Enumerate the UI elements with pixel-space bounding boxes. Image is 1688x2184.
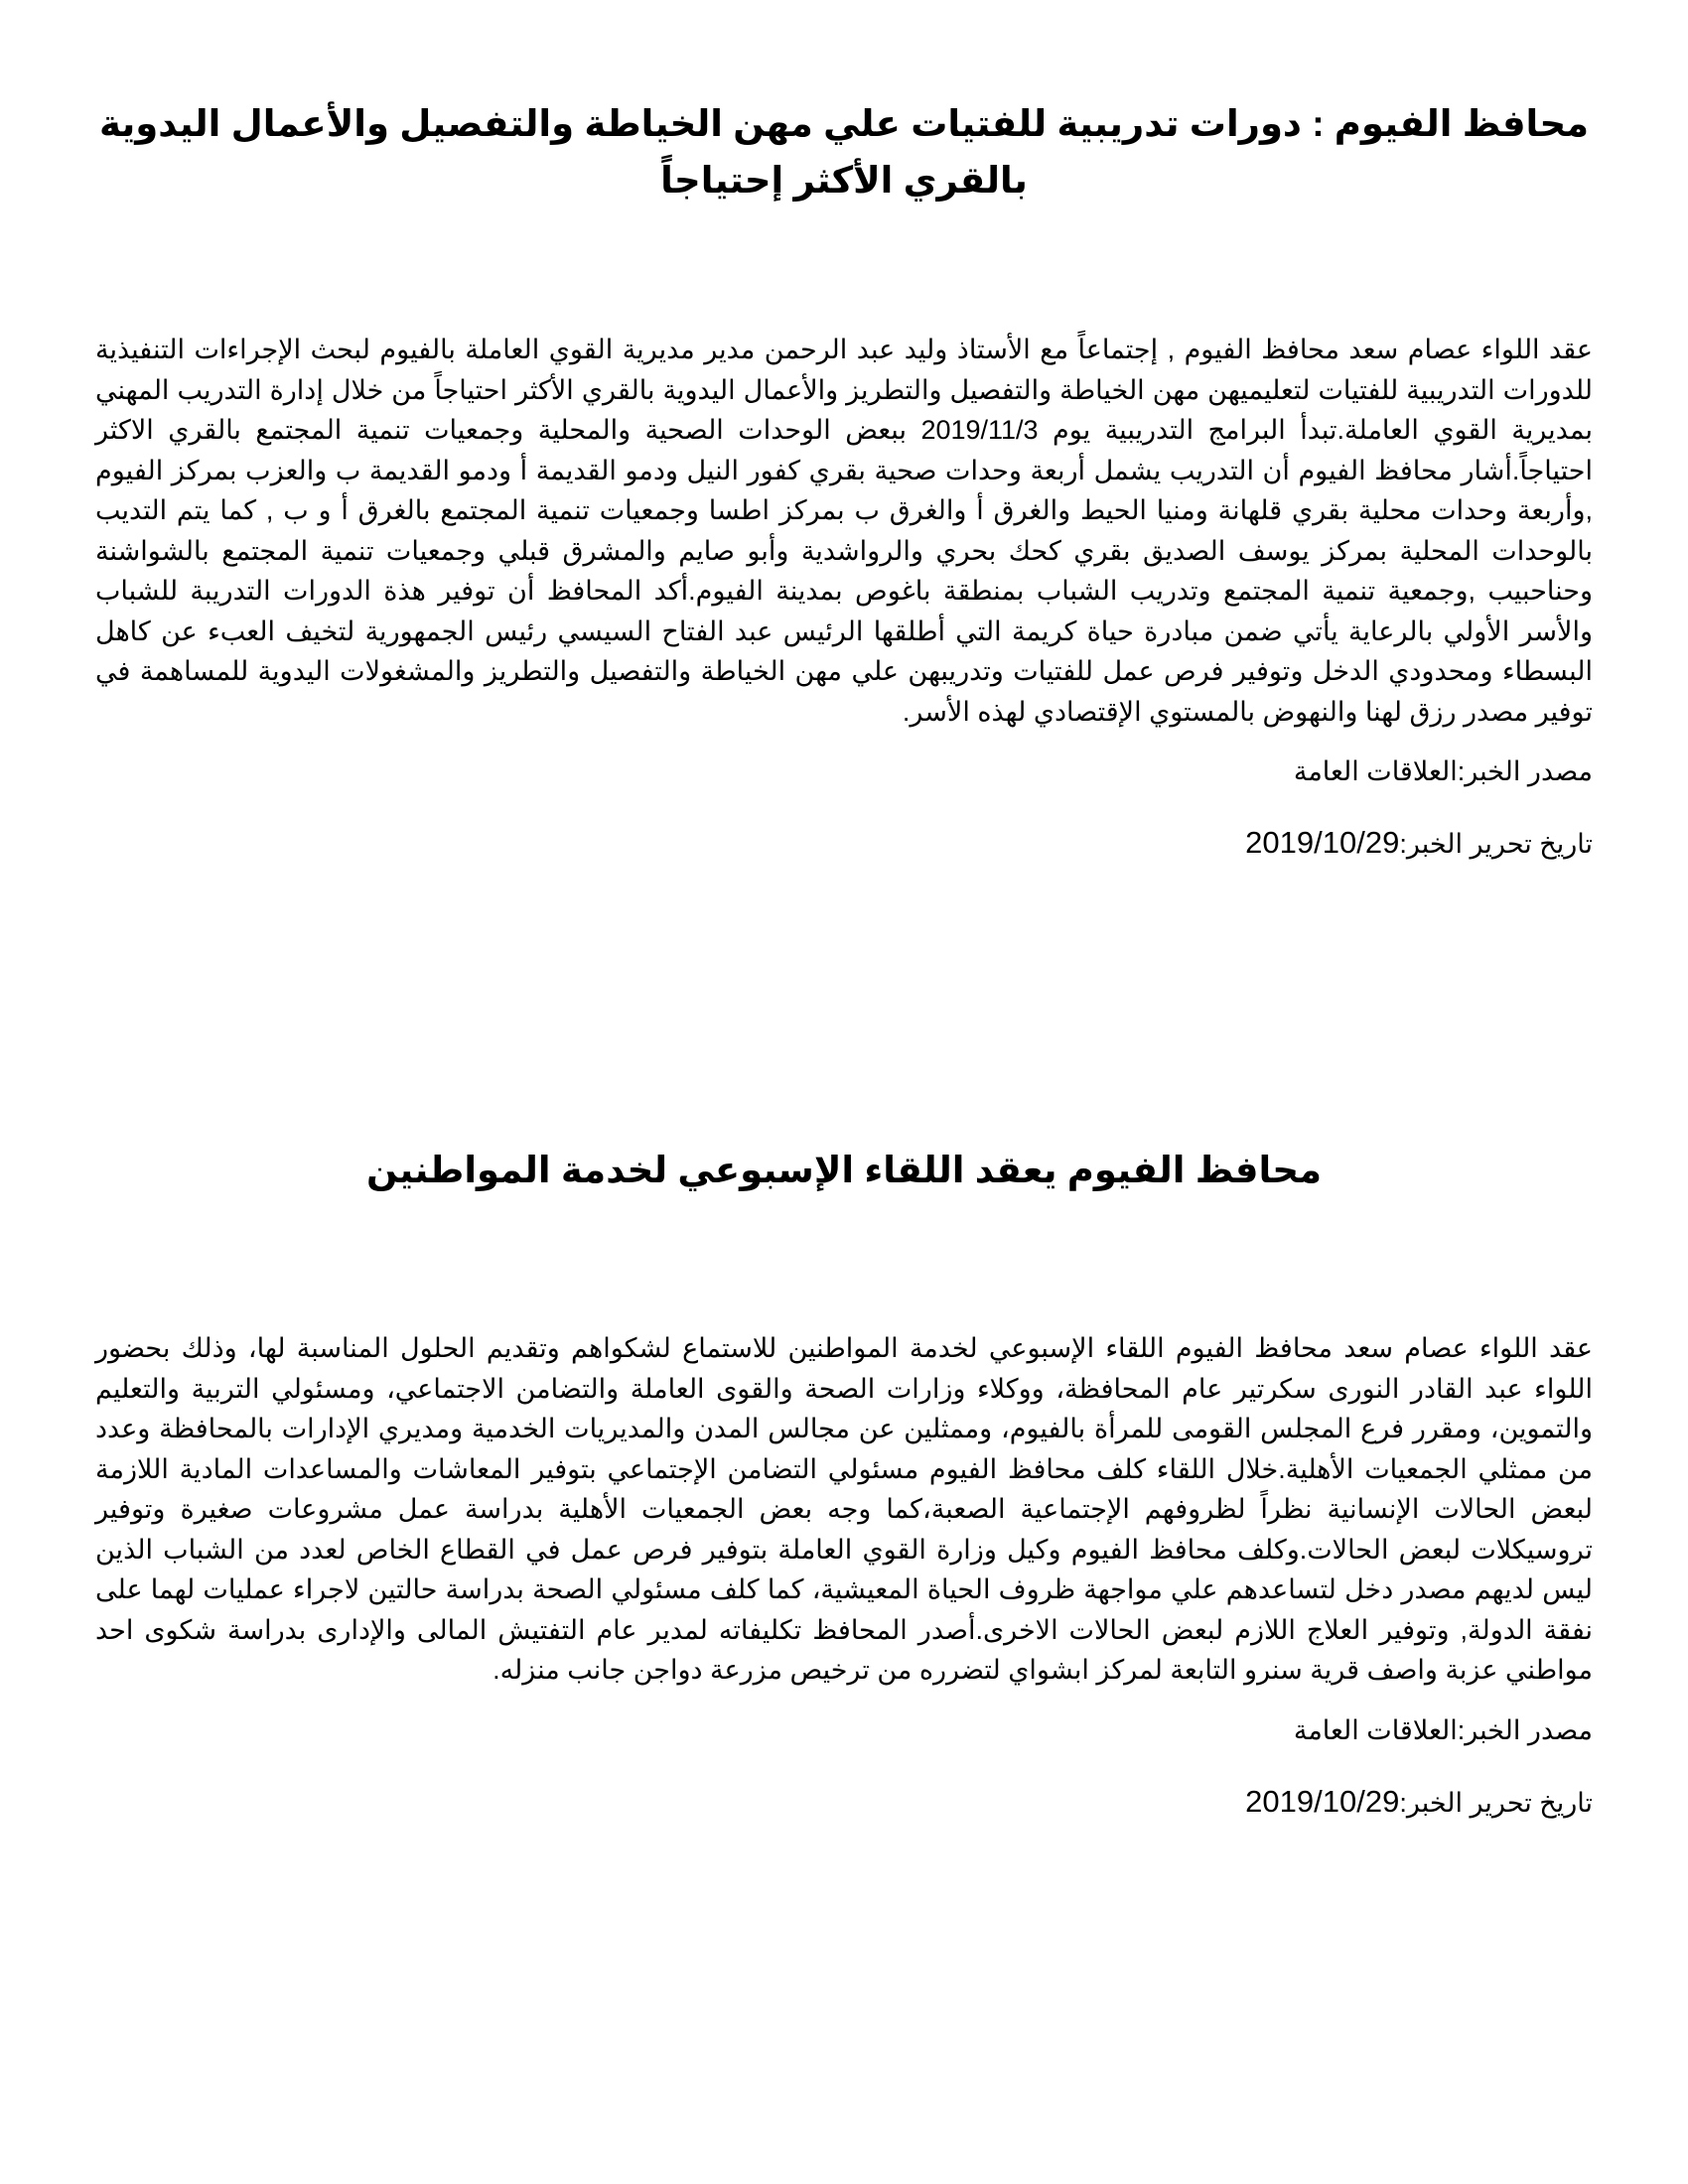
news-date-line: [95, 823, 1593, 864]
news-date-label: تاريخ تحرير الخبر:: [1399, 1787, 1593, 1818]
news-article-training-courses: [95, 95, 1593, 864]
news-date-value: 2019/10/29: [1245, 825, 1400, 860]
news-date-label: تاريخ تحرير الخبر:: [1399, 829, 1593, 859]
article-body: عقد اللواء عصام سعد محافظ الفيوم اللقاء الإسبوعي لخدمة المواطنين للاستماع لشكواهم وتقديم الحلول المناسبة لها، وذلك بحضور اللواء عبد القادر النورى سكرتير عام المحافظة، ووكلاء وزارات الصحة والقوى العاملة والتضامن الاجتماعي، ومسئولي التربية والتعليم والتموين، ومقرر فرع المجلس القومى للمرأة بالفيوم، وممثلين عن مجالس المدن والمديريات الخدمية ومديري الإدارات بالمحافظة وعدد من ممثلي الجمعيات الأهلية.خلال اللقاء كلف محافظ الفيوم مسئولي التضامن الإجتماعي بتوفير المعاشات والمساعدات المادية اللازمة لبعض الحالات الإنسانية نظراً لظروفهم الإجتماعية الصعبة،كما وجه بعض الجمعيات الأهلية بدراسة عمل مشروعات صغيرة وتوفير تروسيكلات لبعض الحالات.وكلف محافظ الفيوم وكيل وزارة القوي العاملة بتوفير فرص عمل في القطاع الخاص لعدد من الشباب الذين ليس لديهم مصدر دخل لتساعدهم علي مواجهة ظروف الحياة المعيشية، كما كلف مسئولي الصحة بدراسة حالتين لاجراء عمليات لهما على نفقة الدولة, وتوفير العلاج اللازم لبعض الحالات الاخرى.أصدر المحافظ تكليفاته لمدير عام التفتيش المالى والإدارى بدراسة شكوى احد مواطني عزبة واصف قرية سنرو التابعة لمركز ابشواي لتضرره من ترخيص مزرعة دواجن جانب منزله.: [95, 1333, 1593, 1685]
news-article-weekly-meeting: [95, 1142, 1593, 1823]
article-headline: محافظ الفيوم يعقد اللقاء الإسبوعي لخدمة المواطنين: [365, 1150, 1323, 1190]
news-source-line: [95, 1710, 1593, 1750]
news-date-line: [95, 1782, 1593, 1823]
news-source-value: العلاقات العامة: [1293, 1714, 1458, 1745]
news-source-value: العلاقات العامة: [1293, 756, 1458, 786]
article-body: عقد اللواء عصام سعد محافظ الفيوم , إجتماعاً مع الأستاذ وليد عبد الرحمن مدير مديرية القوي العاملة بالفيوم لبحث الإجراءات التنفيذية للدورات التدريبية للفتيات لتعليميهن مهن الخياطة والتفصيل والتطريز والأعمال اليدوية بالقري الأكثر احتياجاً من خلال إدارة التدريب المهني بمديرية القوي العاملة.تبدأ البرامج التدريبية يوم 2019/11/3 ببعض الوحدات الصحية والمحلية وجمعيات تنمية المجتمع بالقري الاكثر احتياجاً.أشار محافظ الفيوم أن التدريب يشمل أربعة وحدات صحية بقري كفور النيل ودمو القديمة أ ودمو القديمة ب والعزب بمركز الفيوم ,وأربعة وحدات محلية بقري قلهانة ومنيا الحيط والغرق أ والغرق ب بمركز اطسا وجمعيات تنمية المجتمع بالغرق أ و ب , كما يتم التديب بالوحدات المحلية بمركز يوسف الصديق بقري كحك بحري والرواشدية وأبو صايم والمشرق قبلي وجمعيات تنمية المجتمع بالشواشنة وحناحبيب ,وجمعية تنمية المجتمع وتدريب الشباب بمنطقة باغوص بمدينة الفيوم.أكد المحافظ أن توفير هذة الدورات التدريبة للشباب والأسر الأولي بالرعاية يأتي ضمن مبادرة حياة كريمة التي أطلقها الرئيس عبد الفتاح السيسي رئيس الجمهورية لتخيف العبء عن كاهل البسطاء ومحدودي الدخل وتوفير فرص عمل للفتيات وتدريبهن علي مهن الخياطة والتفصيل والتطريز والمشغولات اليدوية للمساهمة في توفير مصدر رزق لهنا والنهوض بالمستوي الإقتصادي لهذه الأسر.: [95, 335, 1593, 727]
news-source-label: مصدر الخبر:: [1457, 756, 1593, 786]
news-source-label: مصدر الخبر:: [1457, 1714, 1593, 1745]
news-date-value: 2019/10/29: [1245, 1783, 1400, 1819]
news-source-line: [95, 751, 1593, 791]
article-headline: محافظ الفيوم : دورات تدريبية للفتيات علي مهن الخياطة والتفصيل والأعمال اليدوية بالقري الأكثر إحتياجاً: [98, 103, 1590, 201]
